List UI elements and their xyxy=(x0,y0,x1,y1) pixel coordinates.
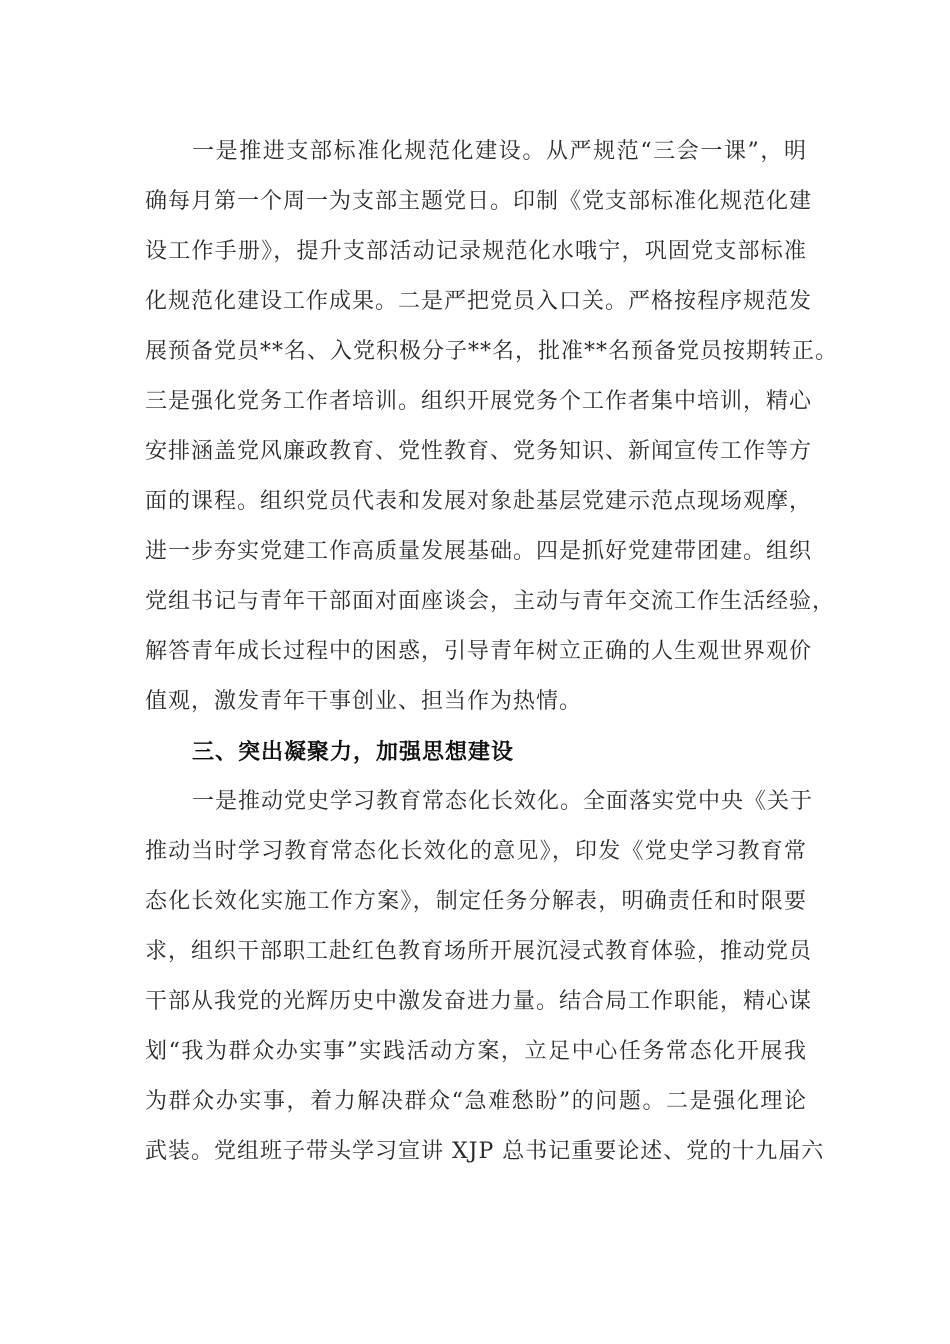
text-line: 面的课程。组织党员代表和发展对象赴基层党建示范点现场观摩， xyxy=(145,489,813,514)
text-line: 为群众办实事，着力解决群众“急难愁盼”的问题。二是强化理论 xyxy=(145,1089,807,1114)
text-line: 进一步夯实党建工作高质量发展基础。四是抓好党建带团建。组织 xyxy=(145,539,813,564)
text-line: 态化长效化实施工作方案》，制定任务分解表，明确责任和时限要 xyxy=(145,889,807,914)
text-line: 干部从我党的光辉历史中激发奋进力量。结合局工作职能，精心谋 xyxy=(145,989,813,1014)
paragraph-party-branch-building xyxy=(145,127,839,727)
text-line: 党组书记与青年干部面对面座谈会，主动与青年交流工作生活经验， xyxy=(145,589,836,614)
text-line: 化规范化建设工作成果。二是严把党员入口关。严格按程序规范发 xyxy=(145,289,813,314)
text-line: 安排涵盖党风廉政教育、党性教育、党务知识、新闻宣传工作等方 xyxy=(145,439,813,464)
text-line: 设工作手册》，提升支部活动记录规范化水哦宁，巩固党支部标准 xyxy=(145,239,807,264)
section-heading: 三、突出凝聚力，加强思想建设 xyxy=(192,739,515,765)
text-line: 一是推进支部标准化规范化建设。从严规范“三会一课”，明 xyxy=(192,139,807,164)
text-line: 值观，激发青年干事创业、担当作为热情。 xyxy=(145,689,583,714)
text-line: 武装。党组班子带头学习宣讲 XJP 总书记重要论述、党的十九届六 xyxy=(145,1139,825,1164)
paragraph-party-history-education xyxy=(145,777,825,1177)
text-line: 推动当时学习教育常态化长效化的意见》，印发《党史学习教育常 xyxy=(145,839,807,864)
text-line: 三是强化党务工作者培训。组织开展党务个工作者集中培训，精心 xyxy=(145,389,813,414)
text-line: 划“我为群众办实事”实践活动方案，立足中心任务常态化开展我 xyxy=(145,1039,807,1064)
text-line: 一是推动党史学习教育常态化长效化。全面落实党中央《关于 xyxy=(192,789,814,814)
text-line: 确每月第一个周一为支部主题党日。印制《党支部标准化规范化建 xyxy=(145,189,813,214)
document-page xyxy=(145,127,839,1177)
text-line: 求，组织干部职工赴红色教育场所开展沉浸式教育体验，推动党员 xyxy=(145,939,813,964)
text-line: 解答青年成长过程中的困惑，引导青年树立正确的人生观世界观价 xyxy=(145,639,813,664)
text-line: 展预备党员**名、入党积极分子**名，批准**名预备党员按期转正。 xyxy=(145,339,839,364)
